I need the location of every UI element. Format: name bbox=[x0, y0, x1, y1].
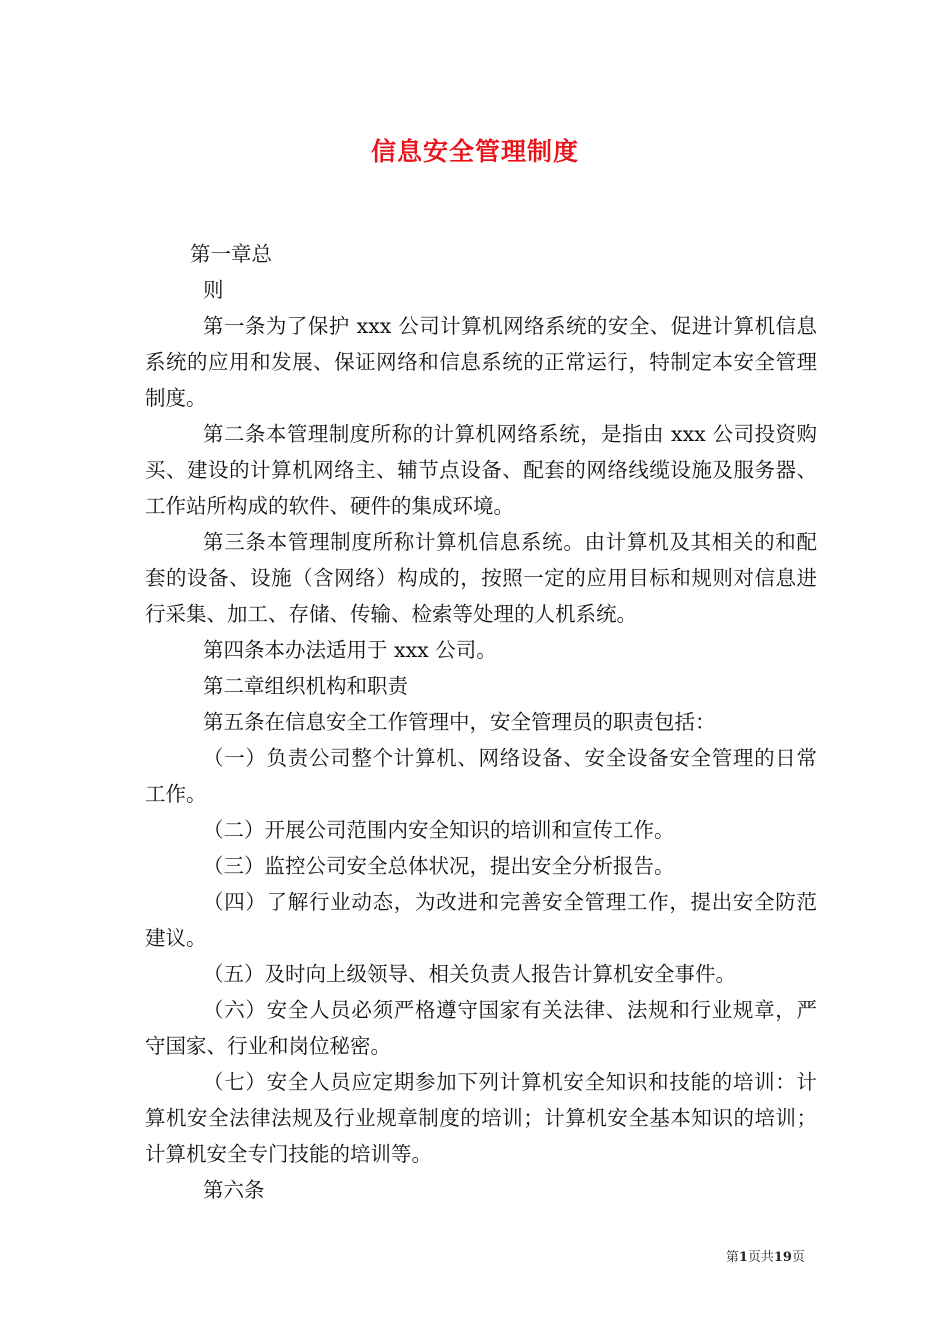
document-title: 信息安全管理制度 bbox=[370, 137, 579, 166]
footer-prefix: 第 bbox=[725, 1250, 739, 1265]
list-item: （二）开展公司范围内安全知识的培训和宣传工作。 bbox=[203, 818, 675, 842]
footer-page-number: 1 bbox=[738, 1250, 748, 1265]
chapter-heading-line1: 第一章总 bbox=[190, 242, 272, 266]
footer-middle: 页共 bbox=[747, 1250, 774, 1265]
footer-total-pages: 19 bbox=[773, 1250, 792, 1265]
paragraph: 第四条本办法适用于 xxx 公司。 bbox=[203, 638, 497, 662]
paragraph: 第三条本管理制度所称计算机信息系统。由计算机及其相关的和配套的设备、设施（含网络）构成的，按照一定的应用目标和规则对信息进行采集、加工、存储、传输、检索等处理的人机系统。 bbox=[145, 530, 817, 626]
paragraph: 第五条在信息安全工作管理中，安全管理员的职责包括： bbox=[203, 710, 716, 734]
list-item: （四）了解行业动态，为改进和完善安全管理工作，提出安全防范建议。 bbox=[145, 890, 817, 950]
list-item: （七）安全人员应定期参加下列计算机安全知识和技能的培训：计算机安全法律法规及行业规章制度的培训；计算机安全基本知识的培训；计算机安全专门技能的培训等。 bbox=[145, 1070, 817, 1166]
list-item: （五）及时向上级领导、相关负责人报告计算机安全事件。 bbox=[203, 962, 736, 986]
paragraph: 第六条 bbox=[203, 1178, 265, 1202]
page-footer bbox=[0, 1246, 805, 1265]
paragraph: 第一条为了保护 xxx 公司计算机网络系统的安全、促进计算机信息系统的应用和发展、保证网络和信息系统的正常运行，特制定本安全管理制度。 bbox=[145, 314, 817, 410]
chapter-heading-line2: 则 bbox=[203, 278, 224, 302]
document-body bbox=[145, 236, 817, 1208]
paragraph: 第二条本管理制度所称的计算机网络系统，是指由 xxx 公司投资购买、建设的计算机网络主、辅节点设备、配套的网络线缆设施及服务器、工作站所构成的软件、硬件的集成环境。 bbox=[145, 422, 817, 518]
list-item: （三）监控公司安全总体状况，提出安全分析报告。 bbox=[203, 854, 675, 878]
chapter-heading: 第二章组织机构和职责 bbox=[203, 674, 408, 698]
list-item: （六）安全人员必须严格遵守国家有关法律、法规和行业规章，严守国家、行业和岗位秘密。 bbox=[145, 998, 817, 1058]
footer-suffix: 页 bbox=[791, 1250, 805, 1265]
list-item: （一）负责公司整个计算机、网络设备、安全设备安全管理的日常工作。 bbox=[145, 746, 817, 806]
